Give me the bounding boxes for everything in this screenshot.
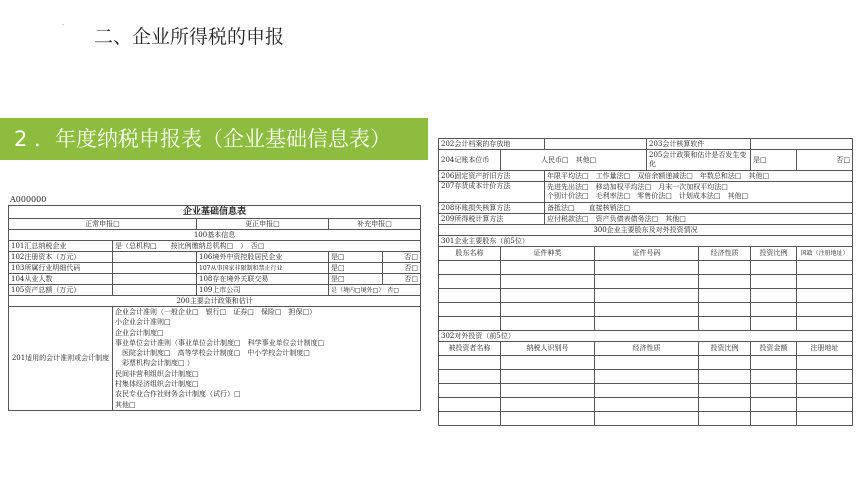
- row-107-label: 107从事国家非限制和禁止行业: [197, 263, 329, 274]
- row-207-label: 207存货成本计价方法: [439, 182, 545, 203]
- table-row: [439, 289, 853, 303]
- row-207-line2: 个别计价法□ 毛利率法□ 零售价法□ 计划成本法□ 其他□: [547, 192, 749, 200]
- row-208-label: 208坏账损失核算方法: [439, 203, 545, 214]
- col-economic-nature-2: 经济性质: [595, 342, 699, 356]
- row-102-label: 102注册资本（万元）: [9, 252, 113, 263]
- row-109-value: 是（境内□境外□） 否□: [329, 285, 421, 296]
- table-row: [439, 356, 853, 370]
- row-104-value: [113, 274, 197, 285]
- row-205-yes: 是□: [751, 150, 797, 171]
- row-205-no: 否□: [797, 150, 853, 171]
- row-207-line1: 先进先出法□ 移动加权平均法□ 月末一次加权平均法□: [547, 183, 728, 191]
- row-106-label: 106境外中资控股居民企业: [197, 252, 329, 263]
- row-102-value: [113, 252, 197, 263]
- col-registered-address: 注册地址: [797, 342, 853, 356]
- section-300: 300企业主要股东及对外投资情况: [439, 225, 853, 236]
- row-202-label: 202会计档案的存放地: [439, 139, 545, 150]
- col-taxpayer-id: 纳税人识别号: [501, 342, 595, 356]
- row-106-yes: 是□: [329, 252, 383, 263]
- option-line: 农民专业合作社财务会计制度（试行）□: [115, 390, 241, 399]
- enterprise-info-table: [8, 205, 421, 411]
- col-investment-ratio-2: 投资比例: [699, 342, 751, 356]
- col-shareholder-name: 股东名称: [439, 247, 501, 261]
- page-title: 二、企业所得税的申报: [94, 26, 285, 48]
- section-302: 302对外投资（前5位）: [439, 331, 853, 342]
- row-104-label: 104从业人数: [9, 274, 113, 285]
- row-202-value: [545, 139, 647, 150]
- row-108-yes: 是□: [329, 274, 383, 285]
- option-line: 事业单位会计准则（事业单位会计制度□ 科学事业单位会计制度□: [115, 338, 325, 347]
- bullet-dot: ·: [62, 22, 64, 29]
- table-row: [439, 303, 853, 317]
- table-row: [439, 412, 853, 426]
- row-209-label: 209所得税计算方法: [439, 214, 545, 225]
- option-line: 村集体经济组织会计制度□: [115, 380, 199, 389]
- row-101-value: 是（总机构□ 按比例缴纳总机构□ ） 否□: [113, 241, 421, 252]
- row-206-value: 年限平均法□ 工作量法□ 双倍余额递减法□ 年数总和法□ 其他□: [545, 171, 853, 182]
- table-row: [439, 317, 853, 331]
- row-201-label: 201适用的会计准则或会计制度: [9, 307, 113, 411]
- row-101-label: 101汇总纳税企业: [9, 241, 113, 252]
- form-number: A000000: [10, 195, 47, 204]
- col-investee-name: 被投资者名称: [439, 342, 501, 356]
- option-line: 其他□: [115, 400, 136, 409]
- table-row: [439, 261, 853, 275]
- row-106-no: 否□: [383, 252, 421, 263]
- row-108-label: 108存在境外关联交易: [197, 274, 329, 285]
- normal-declaration: 正常申报□: [9, 219, 197, 230]
- table-row: [439, 384, 853, 398]
- row-107-yes: 是□: [329, 263, 383, 274]
- row-206-label: 206固定资产折旧方法: [439, 171, 545, 182]
- col-id-number: 证件号码: [595, 247, 699, 261]
- section-200: 200主要会计政策和估计: [9, 296, 421, 307]
- col-economic-nature: 经济性质: [699, 247, 751, 261]
- row-209-value: 应付税款法□ 资产负债表债务法□ 其他□: [545, 214, 853, 225]
- row-203-value: [751, 139, 853, 150]
- row-103-label: 103所属行业明细代码: [9, 263, 113, 274]
- option-line: 企业会计制度□: [115, 328, 164, 337]
- row-205-label: 205会计政策和估计是否发生变化: [647, 150, 751, 171]
- row-105-label: 105资产总额（万元）: [9, 285, 113, 296]
- option-line: 民间非营利组织会计制度□: [115, 369, 199, 378]
- policy-shareholder-table: [438, 138, 853, 426]
- table-title: 企业基础信息表: [9, 206, 421, 219]
- supplement-declaration: 补充申报□: [329, 219, 421, 230]
- col-nationality: 国籍（注册地址）: [797, 247, 853, 261]
- row-201-options: [113, 307, 421, 411]
- col-investment-ratio: 投资比例: [751, 247, 797, 261]
- row-204-value: 人民币□ 其他□: [501, 150, 647, 171]
- row-203-text: 203会计核算软件: [649, 139, 705, 148]
- row-103-value: [113, 263, 197, 274]
- option-line: 企业会计准则（一般企业□ 银行□ 证券□ 保险□ 担保□）: [115, 308, 317, 316]
- table-row: [439, 370, 853, 384]
- row-203-label: [647, 139, 751, 150]
- row-108-no: 否□: [383, 274, 421, 285]
- section-100: 100基本信息: [9, 230, 421, 241]
- section-301: 301企业主要股东（前5位）: [439, 236, 853, 247]
- row-208-value: 备抵法□ 直接核销法□: [545, 203, 853, 214]
- table-row: [439, 275, 853, 289]
- row-107-no: 否□: [383, 263, 421, 274]
- option-line: 小企业会计准则□: [115, 318, 171, 327]
- section-banner: 2 ．年度纳税申报表（企业基础信息表）: [0, 118, 428, 160]
- col-id-type: 证件种类: [501, 247, 595, 261]
- row-207-value: [545, 182, 853, 203]
- option-line: 彩票机构会计制度□ ）: [115, 359, 194, 368]
- row-109-label: 109上市公司: [197, 285, 329, 296]
- table-row: [439, 398, 853, 412]
- correction-declaration: 更正申报□: [197, 219, 329, 230]
- col-investment-amount: 投资金额: [751, 342, 797, 356]
- option-line: 医院会计制度□ 高等学校会计制度□ 中小学校会计制度□: [115, 349, 310, 358]
- row-204-label: 204记账本位币: [439, 150, 501, 171]
- row-105-value: [113, 285, 197, 296]
